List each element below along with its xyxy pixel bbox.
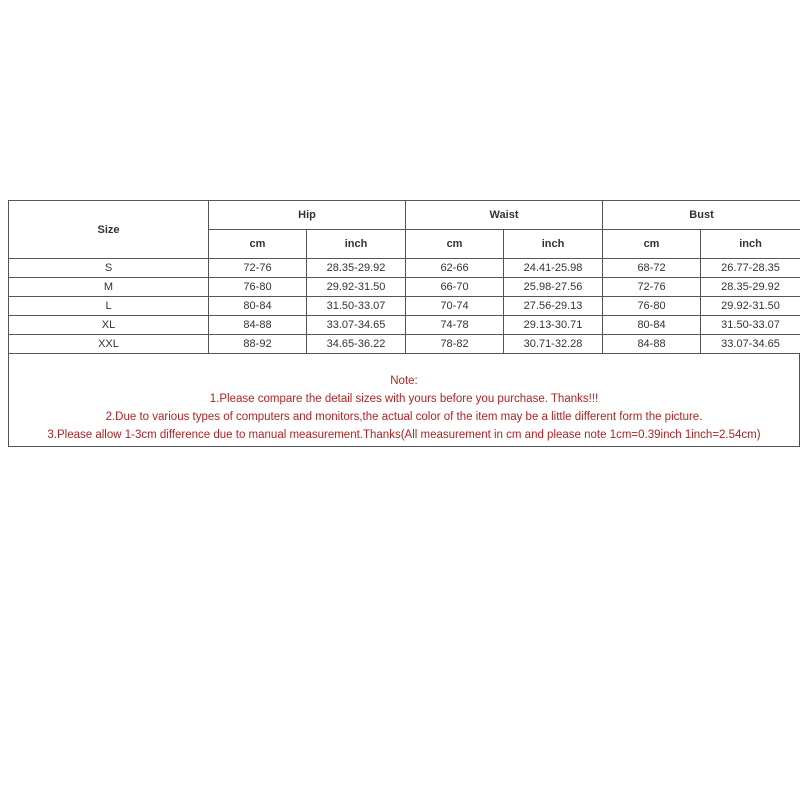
size-cell: L <box>9 297 209 316</box>
measurement-cell: 33.07-34.65 <box>307 316 406 335</box>
unit-header: inch <box>504 230 603 259</box>
measurement-cell: 29.13-30.71 <box>504 316 603 335</box>
measurement-cell: 62-66 <box>406 259 504 278</box>
measurement-cell: 29.92-31.50 <box>307 278 406 297</box>
table-row <box>9 259 800 278</box>
group-header-hip: Hip <box>209 201 406 230</box>
size-rows <box>9 259 800 354</box>
note-title: Note: <box>390 375 418 387</box>
measurement-cell: 27.56-29.13 <box>504 297 603 316</box>
measurement-cell: 72-76 <box>603 278 701 297</box>
size-chart <box>8 200 800 447</box>
note-line-3: 3.Please allow 1-3cm difference due to manual measurement.Thanks(All measurement in cm and please note 1cm=0.39inch 1inch=2.54cm) <box>47 429 761 441</box>
measurement-cell: 80-84 <box>209 297 307 316</box>
measurement-cell: 26.77-28.35 <box>701 259 800 278</box>
note-line-1: 1.Please compare the detail sizes with yours before you purchase. Thanks!!! <box>209 393 599 405</box>
measurement-cell: 70-74 <box>406 297 504 316</box>
size-cell: XXL <box>9 335 209 354</box>
size-header: Size <box>9 201 209 259</box>
measurement-cell: 74-78 <box>406 316 504 335</box>
note-line-2: 2.Due to various types of computers and monitors,the actual color of the item may be a little different form the picture. <box>105 411 703 423</box>
table-row <box>9 316 800 335</box>
size-cell: XL <box>9 316 209 335</box>
measurement-cell: 66-70 <box>406 278 504 297</box>
size-table <box>8 200 800 354</box>
measurement-cell: 68-72 <box>603 259 701 278</box>
unit-header: inch <box>701 230 800 259</box>
unit-header: cm <box>406 230 504 259</box>
measurement-cell: 76-80 <box>209 278 307 297</box>
measurement-cell: 31.50-33.07 <box>701 316 800 335</box>
measurement-cell: 88-92 <box>209 335 307 354</box>
table-row <box>9 335 800 354</box>
table-row <box>9 297 800 316</box>
measurement-cell: 29.92-31.50 <box>701 297 800 316</box>
table-row <box>9 278 800 297</box>
unit-header: cm <box>603 230 701 259</box>
measurement-cell: 24.41-25.98 <box>504 259 603 278</box>
size-cell: S <box>9 259 209 278</box>
measurement-cell: 80-84 <box>603 316 701 335</box>
measurement-cell: 34.65-36.22 <box>307 335 406 354</box>
measurement-cell: 28.35-29.92 <box>701 278 800 297</box>
measurement-cell: 28.35-29.92 <box>307 259 406 278</box>
group-header-row <box>9 201 800 230</box>
note-box <box>8 354 800 447</box>
measurement-cell: 33.07-34.65 <box>701 335 800 354</box>
measurement-cell: 72-76 <box>209 259 307 278</box>
measurement-cell: 76-80 <box>603 297 701 316</box>
measurement-cell: 84-88 <box>209 316 307 335</box>
measurement-cell: 31.50-33.07 <box>307 297 406 316</box>
unit-header: inch <box>307 230 406 259</box>
measurement-cell: 25.98-27.56 <box>504 278 603 297</box>
measurement-cell: 78-82 <box>406 335 504 354</box>
size-cell: M <box>9 278 209 297</box>
unit-header: cm <box>209 230 307 259</box>
measurement-cell: 30.71-32.28 <box>504 335 603 354</box>
measurement-cell: 84-88 <box>603 335 701 354</box>
group-header-waist: Waist <box>406 201 603 230</box>
group-header-bust: Bust <box>603 201 800 230</box>
